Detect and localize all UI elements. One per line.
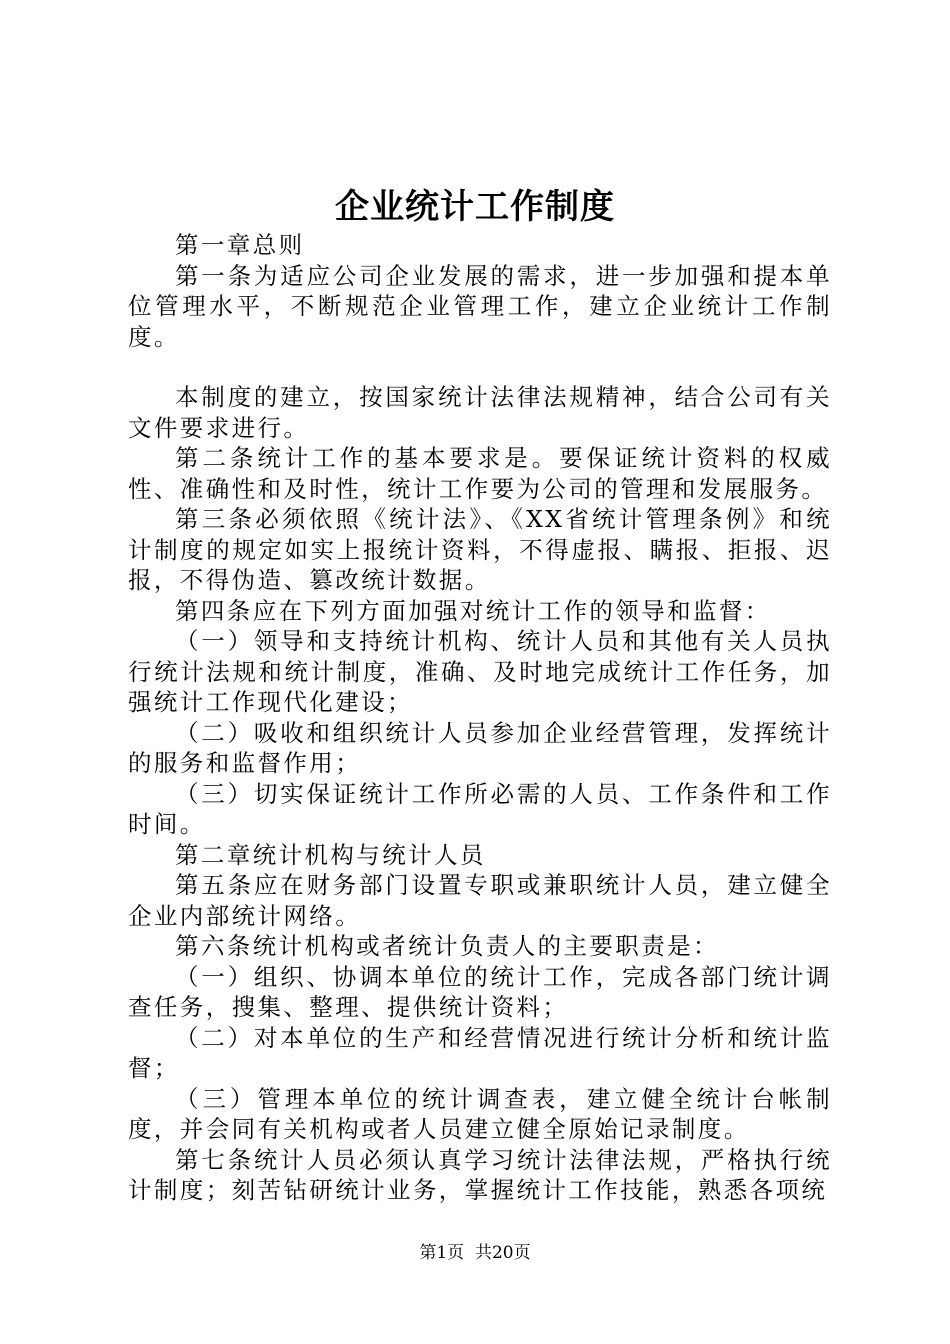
paragraph: （一）组织、协调本单位的统计工作，完成各部门统计调查任务，搜集、整理、提供统计资料； bbox=[128, 962, 832, 1021]
paragraph: 第一条为适应公司企业发展的需求，进一步加强和提本单位管理水平，不断规范企业管理工作，建立企业统计工作制度。 bbox=[128, 261, 832, 351]
paragraph: （三）管理本单位的统计调查表，建立健全统计台帐制度，并会同有关机构或者人员建立健全原始记录制度。 bbox=[128, 1084, 832, 1143]
document-body bbox=[128, 230, 832, 1206]
paragraph: （二）吸收和组织统计人员参加企业经营管理，发挥统计的服务和监督作用； bbox=[128, 718, 832, 777]
page-footer bbox=[0, 1241, 950, 1265]
paragraph: （三）切实保证统计工作所必需的人员、工作条件和工作时间。 bbox=[128, 779, 832, 838]
paragraph: 第四条应在下列方面加强对统计工作的领导和监督： bbox=[175, 596, 771, 625]
chapter-heading: 第一章总则 bbox=[175, 231, 305, 259]
paragraph: 第三条必须依照《统计法》、《XX省统计管理条例》和统计制度的规定如实上报统计资料，不得虚报、瞒报、拒报、迟报，不得伪造、篡改统计数据。 bbox=[128, 505, 832, 594]
paragraph: （二）对本单位的生产和经营情况进行统计分析和统计监督； bbox=[128, 1023, 832, 1082]
paragraph: 第二条统计工作的基本要求是。要保证统计资料的权威性、准确性和及时性，统计工作要为公司的管理和发展服务。 bbox=[128, 444, 832, 503]
chapter-heading: 第二章统计机构与统计人员 bbox=[175, 840, 486, 869]
page-number-label: 第1页 共20页 bbox=[419, 1243, 531, 1263]
paragraph: 第五条应在财务部门设置专职或兼职统计人员，建立健全企业内部统计网络。 bbox=[128, 871, 832, 930]
paragraph: 本制度的建立，按国家统计法律法规精神，结合公司有关文件要求进行。 bbox=[128, 383, 832, 442]
document-title: 企业统计工作制度 bbox=[335, 187, 615, 227]
paragraph: （一）领导和支持统计机构、统计人员和其他有关人员执行统计法规和统计制度，准确、及时地完成统计工作任务，加强统计工作现代化建设； bbox=[128, 627, 832, 716]
paragraph: 第六条统计机构或者统计负责人的主要职责是： bbox=[175, 932, 719, 960]
paragraph: 第七条统计人员必须认真学习统计法律法规，严格执行统计制度；刻苦钻研统计业务，掌握统计工作技能，熟悉各项统 bbox=[128, 1145, 832, 1204]
